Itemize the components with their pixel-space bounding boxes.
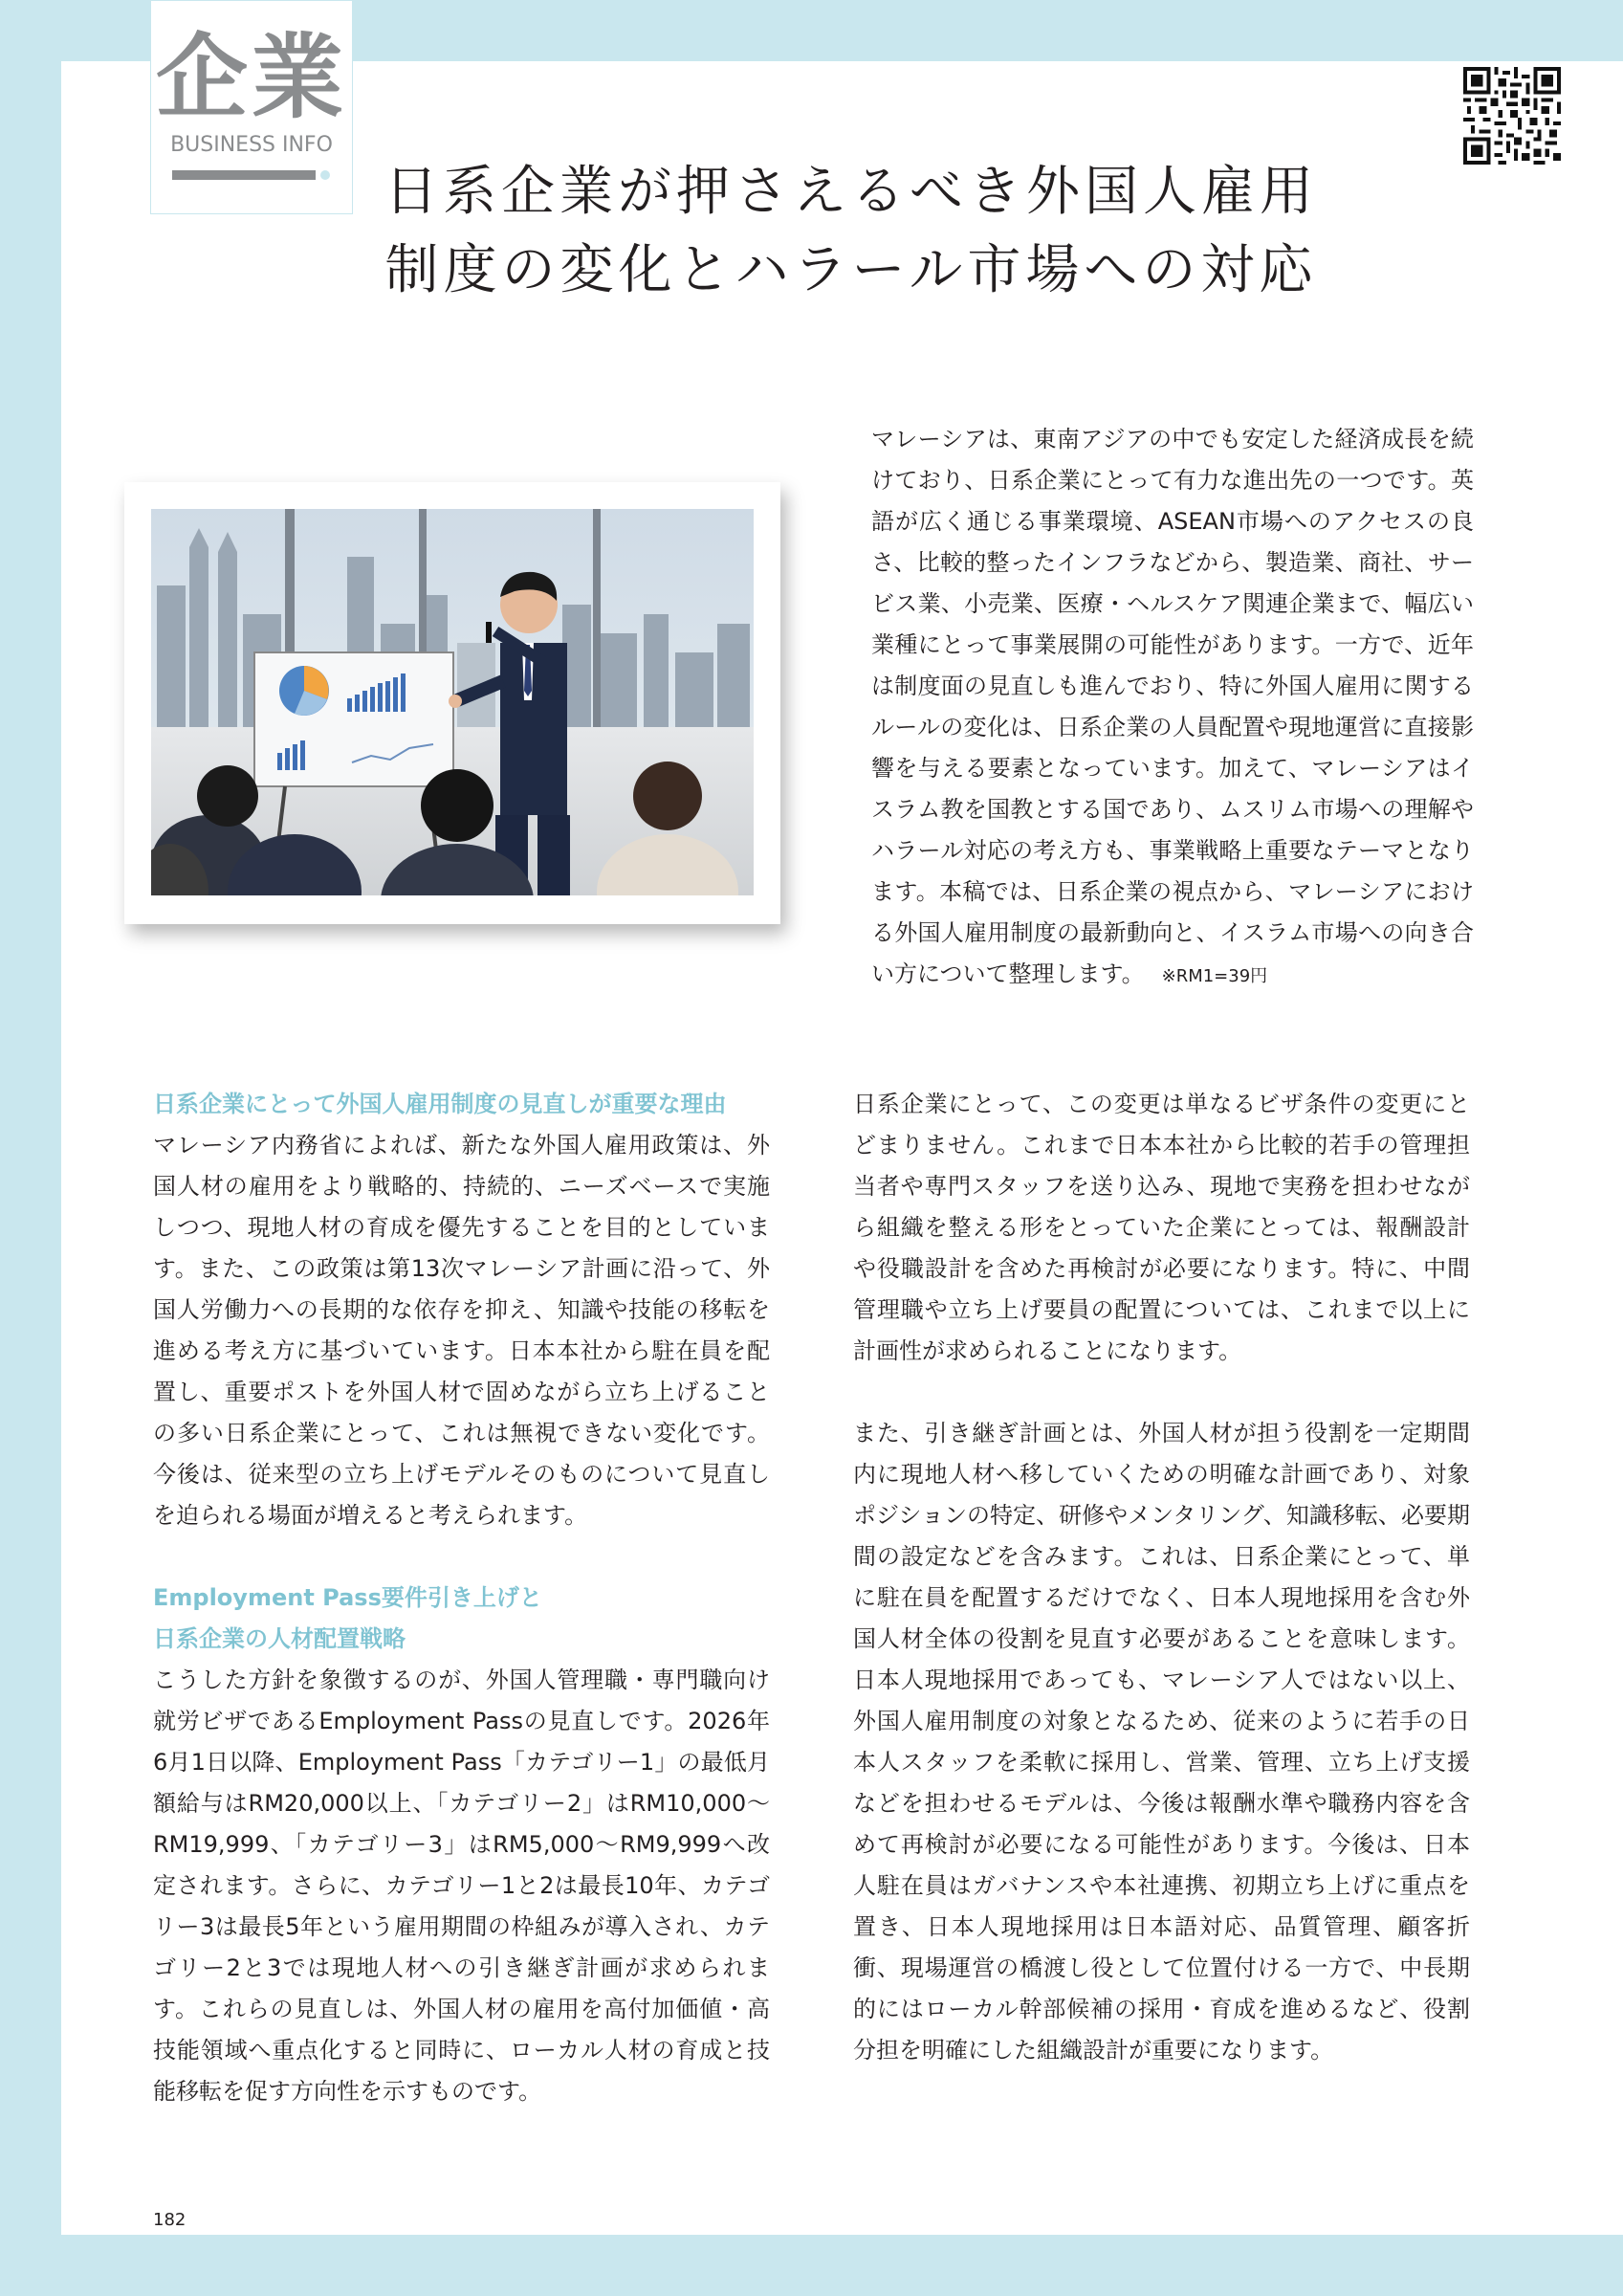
section-heading-1: 日系企業にとって外国人雇用制度の見直しが重要な理由	[153, 1091, 727, 1117]
spacer	[153, 1536, 770, 1578]
qr-code-icon	[1463, 67, 1561, 165]
business-presentation-photo	[151, 509, 754, 895]
section-heading-2-line-1: Employment Pass要件引き上げと	[153, 1584, 542, 1611]
intro-paragraph	[871, 419, 1474, 997]
right-paragraph-1: 日系企業にとって、この変更は単なるビザ条件の変更にとどまりません。これまで日本本社から比較的若手の管理担当者や専門スタッフを送り込み、現地で実務を担わせながら組織を整える形をとっていた企業にとっては、報酬設計や役職設計を含めた再検討が必要になります。特に、中間管理職や立ち上げ要員の配置については、これまで以上に計画性が求められることになります。	[853, 1091, 1470, 1364]
page-number: 182	[153, 2210, 186, 2230]
badge-kanji: 企業	[156, 24, 347, 131]
right-paragraph-2: また、引き継ぎ計画とは、外国人材が担う役割を一定期間内に現地人材へ移していくための明確な計画であり、対象ポジションの特定、研修やメンタリング、知識移転、必要期間の設定などを含みます。これは、日系企業にとって、単に駐在員を配置するだけでなく、日本人現地採用を含む外国人材全体の役割を見直す必要があることを意味します。日本人現地採用であっても、マレーシア人ではない以上、外国人雇用制度の対象となるため、従来のように若手の日本人スタッフを柔軟に採用し、営業、管理、立ち上げ支援などを担わせるモデルは、今後は報酬水準や職務内容を含めて再検討が必要になる可能性があります。今後は、日本人駐在員はガバナンスや本社連携、初期立ち上げに重点を置き、日本人現地採用は日本語対応、品質管理、顧客折衝、現場運営の橋渡し役として位置付ける一方で、中長期的にはローカル幹部候補の採用・育成を進めるなど、役割分担を明確にした組織設計が重要になります。	[853, 1420, 1470, 2064]
section-heading-2-line-2: 日系企業の人材配置戦略	[153, 1625, 406, 1652]
left-column	[153, 1084, 770, 2112]
intro-text: マレーシアは、東南アジアの中でも安定した経済成長を続けており、日系企業にとって有力な進出先の一つです。英語が広く通じる事業環境、ASEAN市場へのアクセスの良さ、比較的整ったインフラなどから、製造業、商社、サービス業、小売業、医療・ヘルスケア関連企業まで、幅広い業種にとって事業展開の可能性があります。一方で、近年は制度面の見直しも進んでおり、特に外国人雇用に関するルールの変化は、日系企業の人員配置や現地運営に直接影響を与える要素となっています。加えて、マレーシアはイスラム教を国教とする国であり、ムスリム市場への理解やハラール対応の考え方も、事業戦略上重要なテーマとなります。本稿では、日系企業の視点から、マレーシアにおける外国人雇用制度の最新動向と、イスラム市場への向き合い方について整理します。	[871, 426, 1474, 987]
title-line-1: 日系企業が押さえるべき外国人雇用	[384, 161, 1318, 223]
left-paragraph-2: こうした方針を象徴するのが、外国人管理職・専門職向け就労ビザであるEmployment Passの見直しです。2026年6月1日以降、Employment Pass「カテゴリー1」の最低月額給与はRM20,000以上、「カテゴリー2」はRM10,000〜RM19,999、「カテゴリー3」はRM5,000〜RM9,999へ改定されます。さらに、カテゴリー1と2は最長10年、カテゴリー3は最長5年という雇用期間の枠組みが導入され、カテゴリー2と3では現地人材への引き継ぎ計画が求められます。これらの見直しは、外国人材の雇用を高付加価値・高技能領域へ重点化すると同時に、ローカル人材の育成と技能移転を促す方向性を示すものです。	[153, 1667, 770, 2105]
spacer	[853, 1372, 1470, 1413]
badge-english: BUSINESS INFO	[170, 133, 333, 157]
title-line-2: 制度の変化とハラール市場への対応	[384, 239, 1318, 301]
left-paragraph-1: マレーシア内務省によれば、新たな外国人雇用政策は、外国人材の雇用をより戦略的、持続的、ニーズベースで実施しつつ、現地人材の育成を優先することを目的としています。また、この政策は第13次マレーシア計画に沿って、外国人労働力への長期的な依存を抑え、知識や技能の移転を進める考え方に基づいています。日本本社から駐在員を配置し、重要ポストを外国人材で固めながら立ち上げることの多い日系企業にとって、これは無視できない変化です。今後は、従来型の立ち上げモデルそのものについて見直しを迫られる場面が増えると考えられます。	[153, 1132, 770, 1529]
exchange-rate-note: ※RM1=39円	[1161, 966, 1268, 986]
right-column	[853, 1084, 1470, 2071]
photo-frame	[124, 482, 780, 924]
article-title	[287, 153, 1415, 310]
